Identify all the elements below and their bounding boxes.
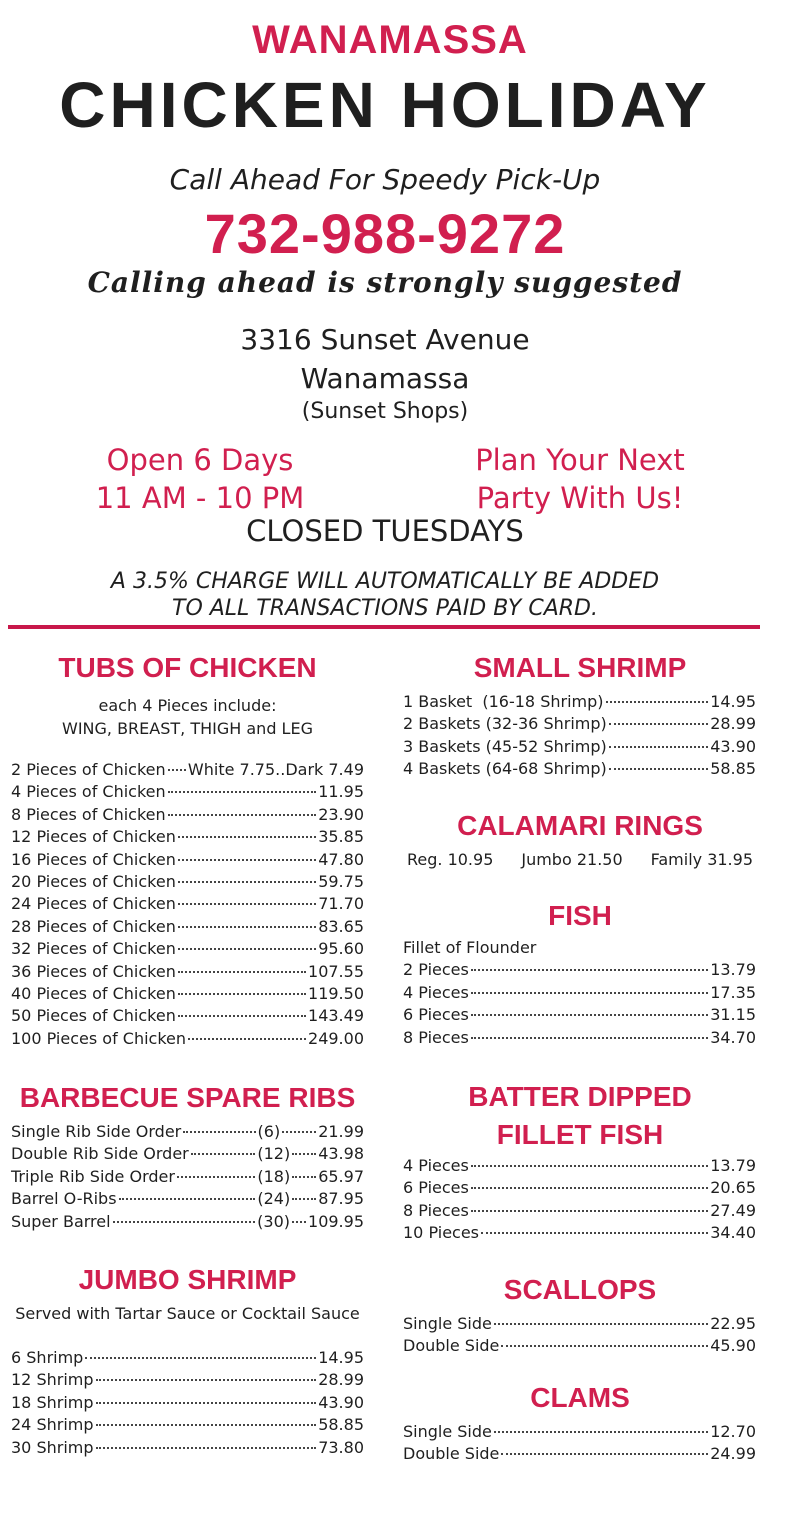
leader-dots	[178, 881, 316, 883]
menu-item	[403, 1028, 756, 1050]
item-price: 31.15	[710, 1005, 756, 1025]
menu-item	[11, 872, 364, 894]
item-label: 2 Baskets (32-36 Shrimp)	[403, 714, 607, 734]
item-label: 3 Baskets (45-52 Shrimp)	[403, 736, 607, 756]
item-price: 21.99	[318, 1122, 364, 1141]
leader-dots	[188, 1038, 306, 1040]
menu-item	[403, 1314, 756, 1336]
menu-item	[403, 692, 756, 714]
item-count: (12)	[257, 1144, 291, 1164]
leader-dots	[292, 1221, 306, 1223]
item-label: Barrel O-Ribs	[11, 1189, 117, 1209]
item-price: 22.95	[710, 1314, 756, 1333]
item-label: 20 Pieces of Chicken	[11, 871, 176, 891]
menu-item	[11, 805, 364, 827]
leader-dots	[113, 1221, 256, 1223]
item-label: 36 Pieces of Chicken	[11, 961, 176, 981]
leader-dots	[282, 1131, 316, 1133]
address-shops: (Sunset Shops)	[301, 399, 469, 424]
item-price: 34.70	[710, 1027, 756, 1047]
menu-item	[403, 1444, 756, 1466]
party-line-1: Plan Your Next	[475, 443, 685, 477]
leader-dots	[471, 1037, 708, 1039]
menu-item	[11, 894, 364, 916]
item-label: 6 Shrimp	[11, 1348, 84, 1367]
menu-item	[11, 939, 364, 961]
leader-dots	[178, 836, 316, 838]
item-price: 143.49	[308, 1006, 364, 1026]
leader-dots	[178, 1015, 306, 1017]
item-price: 58.85	[318, 1415, 364, 1435]
party-line-2: Party With Us!	[476, 481, 684, 515]
item-label: 6 Pieces	[403, 1178, 469, 1198]
item-price: 14.95	[710, 692, 756, 711]
menu-item	[11, 1167, 364, 1189]
item-label: Double Side	[403, 1336, 500, 1356]
item-price: 58.85	[710, 759, 756, 779]
item-count: (18)	[257, 1166, 291, 1186]
item-label: Single Side	[403, 1314, 492, 1333]
item-label: 30 Shrimp	[11, 1437, 94, 1457]
item-label: 10 Pieces	[403, 1223, 480, 1243]
scallops-list	[403, 1314, 756, 1359]
menu-item	[11, 1144, 364, 1166]
ribs-list	[11, 1122, 364, 1234]
item-label: 4 Pieces	[403, 1156, 469, 1175]
item-label: 8 Pieces	[403, 1200, 469, 1220]
menu-item	[11, 850, 364, 872]
item-price: 13.79	[710, 960, 756, 980]
leader-dots	[178, 993, 306, 995]
leader-dots	[471, 1165, 708, 1167]
leader-dots	[178, 926, 316, 928]
menu-item	[11, 1393, 364, 1415]
leader-dots	[609, 768, 708, 770]
item-label: Triple Rib Side Order	[11, 1166, 175, 1186]
menu-item	[11, 1122, 364, 1144]
batter-fish-title	[400, 1078, 760, 1154]
small-shrimp-title: SMALL SHRIMP	[473, 652, 687, 683]
small-shrimp-list	[403, 692, 756, 782]
leader-dots	[292, 1153, 316, 1155]
menu-item	[403, 737, 756, 759]
menu-item	[11, 1006, 364, 1028]
item-price: 107.55	[308, 961, 364, 981]
fish-subtitle: Fillet of Flounder	[403, 938, 537, 957]
item-price: 119.50	[308, 983, 364, 1003]
menu-item	[11, 962, 364, 984]
leader-dots	[494, 1431, 708, 1433]
menu-item	[403, 1201, 756, 1223]
item-label: 8 Pieces of Chicken	[11, 804, 166, 824]
menu-item	[403, 1336, 756, 1358]
item-price: 59.75	[318, 871, 364, 891]
item-price: 43.98	[318, 1144, 364, 1164]
leader-dots	[292, 1176, 316, 1178]
menu-item	[11, 1212, 364, 1234]
item-label: Super Barrel	[11, 1211, 111, 1231]
menu-item	[403, 759, 756, 781]
item-price: 20.65	[710, 1178, 756, 1198]
item-label: 18 Shrimp	[11, 1392, 94, 1412]
leader-dots	[609, 723, 708, 725]
leader-dots	[85, 1357, 316, 1359]
leader-dots	[168, 814, 317, 816]
leader-dots	[191, 1153, 256, 1155]
tubs-note-line-1: each 4 Pieces include:	[98, 696, 277, 715]
item-price: 45.90	[710, 1336, 756, 1356]
leader-dots	[178, 859, 316, 861]
batter-fish-title-line-1: BATTER DIPPED	[468, 1081, 692, 1112]
jumbo-shrimp-note: Served with Tartar Sauce or Cocktail Sauce	[15, 1304, 360, 1323]
leader-dots	[96, 1447, 317, 1449]
scallops-title: SCALLOPS	[503, 1274, 657, 1305]
leader-dots	[168, 769, 186, 771]
tubs-title: TUBS OF CHICKEN	[58, 652, 317, 683]
item-label: 12 Pieces of Chicken	[11, 827, 176, 847]
leader-dots	[471, 969, 708, 971]
leader-dots	[606, 701, 709, 703]
leader-dots	[609, 746, 708, 748]
menu-item	[11, 1438, 364, 1460]
menu-item	[403, 1178, 756, 1200]
menu-item	[403, 1156, 756, 1178]
fish-title: FISH	[548, 900, 612, 931]
item-price: 24.99	[710, 1444, 756, 1464]
call-ahead-text: Call Ahead For Speedy Pick-Up	[169, 163, 601, 196]
calamari-regular: Reg. 10.95	[407, 850, 494, 869]
item-label: 4 Baskets (64-68 Shrimp)	[403, 759, 607, 779]
opening-hours	[60, 441, 340, 517]
item-price: 13.79	[710, 1156, 756, 1175]
item-price: 71.70	[318, 894, 364, 914]
tubs-note	[10, 694, 365, 740]
item-label: Single Rib Side Order	[11, 1122, 182, 1141]
leader-dots	[168, 791, 317, 793]
item-label: 24 Shrimp	[11, 1415, 94, 1435]
menu-item	[11, 1189, 364, 1211]
item-label: Double Rib Side Order	[11, 1144, 189, 1164]
item-price: White 7.75..Dark 7.49	[187, 760, 364, 779]
card-note-line-2: TO ALL TRANSACTIONS PAID BY CARD.	[172, 596, 598, 621]
leader-dots	[471, 1014, 708, 1016]
item-label: 4 Pieces	[403, 982, 469, 1002]
leader-dots	[178, 948, 316, 950]
item-label: 100 Pieces of Chicken	[11, 1028, 187, 1048]
leader-dots	[471, 992, 708, 994]
item-price: 109.95	[308, 1211, 364, 1231]
item-price: 27.49	[710, 1200, 756, 1220]
leader-dots	[501, 1345, 708, 1347]
tubs-note-line-2: WING, BREAST, THIGH and LEG	[62, 719, 313, 738]
item-label: 40 Pieces of Chicken	[11, 983, 176, 1003]
item-label: 16 Pieces of Chicken	[11, 849, 176, 869]
item-price: 11.95	[318, 782, 364, 802]
jumbo-shrimp-list	[11, 1348, 364, 1460]
menu-item	[403, 714, 756, 736]
leader-dots	[178, 971, 306, 973]
leader-dots	[119, 1198, 256, 1200]
calamari-jumbo: Jumbo 21.50	[521, 850, 623, 869]
menu-item	[11, 984, 364, 1006]
menu-item	[11, 1348, 364, 1370]
item-price: 95.60	[318, 939, 364, 959]
calamari-title: CALAMARI RINGS	[457, 810, 703, 841]
item-price: 47.80	[318, 849, 364, 869]
leader-dots	[96, 1379, 317, 1381]
item-price: 28.99	[710, 714, 756, 734]
item-price: 73.80	[318, 1437, 364, 1457]
calamari-family: Family 31.95	[650, 850, 753, 869]
item-price: 65.97	[318, 1166, 364, 1186]
item-label: 28 Pieces of Chicken	[11, 916, 176, 936]
menu-item	[403, 983, 756, 1005]
item-price: 35.85	[318, 827, 364, 847]
item-label: 8 Pieces	[403, 1027, 469, 1047]
brand-name: CHICKEN HOLIDAY	[59, 69, 711, 141]
leader-dots	[292, 1198, 316, 1200]
menu-item	[11, 1370, 364, 1392]
menu-item	[11, 1029, 364, 1051]
item-label: 2 Pieces	[403, 960, 469, 980]
clams-list	[403, 1422, 756, 1467]
item-label: Double Side	[403, 1444, 500, 1464]
item-label: 50 Pieces of Chicken	[11, 1006, 176, 1026]
phone-number[interactable]: 732-988-9272	[204, 202, 566, 265]
leader-dots	[178, 903, 316, 905]
item-label: 32 Pieces of Chicken	[11, 939, 176, 959]
fish-list	[403, 938, 756, 1050]
item-price: 43.90	[710, 736, 756, 756]
batter-fish-title-line-2: FILLET FISH	[496, 1119, 664, 1150]
address-town: Wanamassa	[300, 362, 470, 395]
menu-item	[403, 1005, 756, 1027]
closed-notice: CLOSED TUESDAYS	[246, 514, 524, 548]
leader-dots	[471, 1210, 708, 1212]
ribs-title: BARBECUE SPARE RIBS	[19, 1082, 356, 1113]
section-divider	[8, 625, 760, 629]
party-promo	[430, 441, 730, 517]
item-price: 34.40	[710, 1223, 756, 1243]
menu-item	[11, 760, 364, 782]
open-days: Open 6 Days	[106, 443, 294, 477]
address-street: 3316 Sunset Avenue	[240, 323, 530, 356]
menu-item	[403, 960, 756, 982]
leader-dots	[183, 1131, 255, 1133]
menu-item	[11, 782, 364, 804]
leader-dots	[501, 1453, 708, 1455]
card-note-line-1: A 3.5% CHARGE WILL AUTOMATICALLY BE ADDED	[110, 569, 660, 594]
item-price: 12.70	[710, 1422, 756, 1441]
brand-location: WANAMASSA	[252, 18, 528, 62]
menu-item	[11, 827, 364, 849]
item-price: 14.95	[318, 1348, 364, 1367]
item-price: 17.35	[710, 982, 756, 1002]
clams-title: CLAMS	[530, 1382, 630, 1413]
item-count: (24)	[257, 1189, 291, 1209]
batter-fish-list	[403, 1156, 756, 1246]
leader-dots	[177, 1176, 255, 1178]
item-label: Single Side	[403, 1422, 492, 1441]
item-label: 6 Pieces	[403, 1005, 469, 1025]
leader-dots	[494, 1323, 708, 1325]
item-label: 24 Pieces of Chicken	[11, 894, 176, 914]
calamari-sizes	[407, 850, 753, 869]
call-suggestion: Calling ahead is strongly suggested	[87, 266, 683, 299]
tubs-list	[11, 760, 364, 1051]
menu-item	[11, 1415, 364, 1437]
item-count: (6)	[257, 1122, 281, 1141]
item-label: 4 Pieces of Chicken	[11, 782, 166, 802]
menu-item	[403, 1422, 756, 1444]
jumbo-shrimp-title: JUMBO SHRIMP	[78, 1264, 297, 1295]
menu-item	[403, 1223, 756, 1245]
open-times: 11 AM - 10 PM	[95, 481, 305, 515]
item-price: 249.00	[308, 1028, 364, 1048]
item-price: 23.90	[318, 804, 364, 824]
item-price: 83.65	[318, 916, 364, 936]
item-label: 12 Shrimp	[11, 1370, 94, 1390]
leader-dots	[96, 1424, 317, 1426]
leader-dots	[96, 1402, 317, 1404]
card-charge-notice	[0, 568, 770, 622]
leader-dots	[481, 1232, 708, 1234]
item-label: 2 Pieces of Chicken	[11, 760, 166, 779]
item-price: 28.99	[318, 1370, 364, 1390]
item-price: 43.90	[318, 1392, 364, 1412]
menu-item	[11, 917, 364, 939]
item-price: 87.95	[318, 1189, 364, 1209]
leader-dots	[471, 1187, 708, 1189]
item-label: 1 Basket (16-18 Shrimp)	[403, 692, 604, 711]
item-count: (30)	[257, 1211, 291, 1231]
